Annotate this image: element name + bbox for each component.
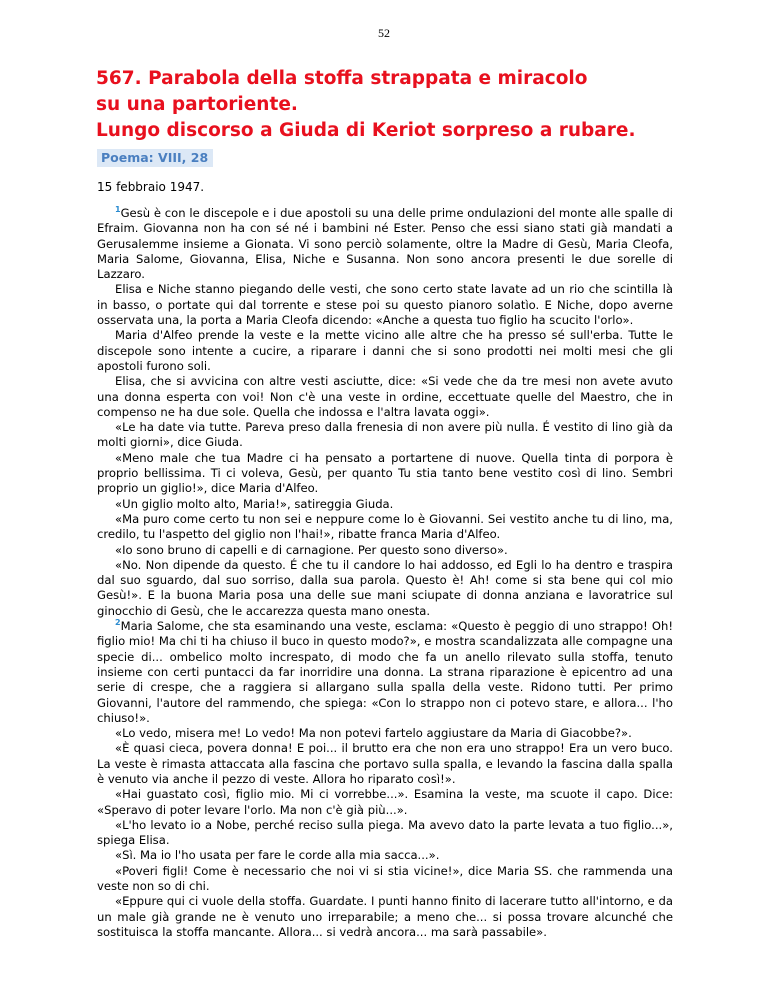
paragraph	[97, 512, 673, 543]
paragraph	[97, 741, 673, 787]
paragraph-text: Maria d'Alfeo prende la veste e la mette vicino alle altre che ha presso sé sull'erba. Tutte le discepole sono intente a cucire, a riparare i danni che si sono prodotti nei molti mesi che gli apostoli furono soli.	[97, 328, 673, 373]
paragraph-text: «È quasi cieca, povera donna! E poi... il brutto era che non era uno strappo! Era un vero buco. La veste è rimasta attaccata alla fascina che portavo sulla spalla, e levando la fascina dalla spalla è venuto via anche il pezzo di veste. Allora ho riparato così!».	[97, 741, 673, 786]
paragraph	[97, 206, 673, 282]
paragraph-text: «Eppure qui ci vuole della stoffa. Guardate. I punti hanno finito di lacerare tutto all'intorno, e da un male già grande ne è venuto uno irreparabile; a meno che... si possa trovare alcunché che sostituisca la stoffa mancante. Allora... si vedrà ancora... ma sarà passabile».	[97, 894, 673, 939]
paragraph-text: Elisa, che si avvicina con altre vesti asciutte, dice: «Si vede che da tre mesi non avete avuto una donna esperta con voi! Non c'è una veste in ordine, eccettuate quelle del Maestro, che in compenso ne ha due sole. Quella che indossa e l'altra lavata oggi».	[97, 374, 673, 419]
paragraph	[97, 558, 673, 619]
paragraph-text: Elisa e Niche stanno piegando delle vesti, che sono certo state lavate ad un rio che scintilla là in basso, o portate qui dal torrente e stese poi su questo pianoro solatìo. E Niche, dopo averne osservata una, la porta a Maria Cleofa dicendo: «Anche a questa tuo figlio ha scucito l'orlo».	[97, 282, 673, 328]
paragraph	[97, 543, 673, 558]
paragraph-text: «Sì. Ma io l'ho usata per fare le corde alla mia sacca...».	[115, 848, 440, 863]
chapter-date: 15 febbraio 1947.	[97, 180, 205, 194]
paragraph-text: «Poveri figli! Come è necessario che noi vi si stia vicine!», dice Maria SS. che rammenda una veste non so di chi.	[97, 863, 673, 894]
paragraph-text: «Un giglio molto alto, Maria!», satireggia Giuda.	[115, 496, 394, 511]
poema-reference-link[interactable]: Poema: VIII, 28	[97, 149, 213, 167]
paragraph-text: «Lo vedo, misera me! Lo vedo! Ma non potevi fartelo aggiustare da Maria di Giacobbe?».	[115, 726, 632, 741]
paragraph	[97, 420, 673, 451]
paragraph	[97, 451, 673, 497]
paragraph-text: «Meno male che tua Madre ci ha pensato a portartene di nuove. Quella tinta di porpora è proprio bellissima. Ti ci voleva, Gesù, per quanto Tu stia tanto bene vestito così di lino. Sembri proprio un giglio!», dice Maria d'Alfeo.	[97, 450, 673, 496]
paragraph-text: «Hai guastato così, figlio mio. Mi ci vorrebbe...». Esamina la veste, ma scuote il capo. Dice: «Speravo di poter levare l'orlo. Ma non c'è già più...».	[97, 787, 673, 817]
paragraph-marker: 1	[115, 205, 121, 215]
paragraph-text: Maria Salome, che sta esaminando una veste, esclama: «Questo è peggio di uno strappo! Oh! figlio mio! Ma chi ti ha chiuso il buco in questo modo?», e mostra scandalizzata alle compagne una specie di... ombelico molto increspato, di modo che fa un anello rilevato sulla stoffa, tenuto insieme con certi puntacci da far inorridire una donna. La strana riparazione è epicentro ad una serie di crespe, che a raggiera si allargano sulla spalla della veste. Ridono tutti. Per primo Giovanni, l'autore del rammendo, che spiega: «Con lo strappo non ci potevo stare, e allora... l'ho chiuso!».	[97, 619, 673, 725]
page-number: 52	[378, 26, 390, 40]
paragraph	[97, 864, 673, 895]
paragraph-text: «Le ha date via tutte. Pareva preso dalla frenesia di non avere più nulla. É vestito di lino già da molti giorni», dice Giuda.	[97, 420, 673, 450]
paragraph-marker: 2	[115, 618, 121, 628]
paragraph	[97, 726, 673, 741]
chapter-title	[96, 66, 696, 144]
paragraph	[97, 619, 673, 726]
paragraph	[97, 328, 673, 374]
paragraph	[97, 497, 673, 512]
paragraph-text: «No. Non dipende da questo. É che tu il candore lo hai addosso, ed Egli lo ha dentro e traspira dal suo sguardo, dal suo sorriso, dalla sua parola. Questo è! Ah! come si sta bene qui col mio Gesù!». E la buona Maria posa una delle sue mani sciupate di donna anziana e lavoratrice sul ginocchio di Gesù, che le accarezza questa mano onesta.	[97, 557, 673, 618]
paragraph	[97, 282, 673, 328]
chapter-title-line-2: su una partoriente.	[96, 94, 298, 115]
paragraph-text: «L'ho levato io a Nobe, perché reciso sulla piega. Ma avevo dato la parte levata a tuo figlio...», spiega Elisa.	[97, 817, 673, 848]
paragraph-text: «Io sono bruno di capelli e di carnagione. Per questo sono diverso».	[115, 542, 508, 557]
chapter-title-line-3: Lungo discorso a Giuda di Keriot sorpreso a rubare.	[96, 120, 636, 141]
paragraph	[97, 894, 673, 940]
paragraph-text: «Ma puro come certo tu non sei e neppure come lo è Giovanni. Sei vestito anche tu di lino, ma, credilo, tu l'aspetto del giglio non l'hai!», ribatte franca Maria d'Alfeo.	[97, 511, 673, 542]
chapter-title-line-1: 567. Parabola della stoffa strappata e miracolo	[96, 68, 588, 89]
chapter-body	[97, 206, 673, 940]
paragraph	[97, 787, 673, 818]
paragraph-text: Gesù è con le discepole e i due apostoli su una delle prime ondulazioni del monte alle spalle di Efraim. Giovanna non ha con sé né i bambini né Ester. Penso che essi siano stati già mandati a Gerusalemme insieme a Gionata. Vi sono perciò solamente, oltre la Madre di Gesù, Maria Cleofa, Maria Salome, Giovanna, Elisa, Niche e Susanna. Non sono ancora presenti le due sorelle di Lazzaro.	[97, 206, 673, 282]
paragraph	[97, 818, 673, 849]
paragraph	[97, 374, 673, 420]
paragraph	[97, 848, 673, 863]
